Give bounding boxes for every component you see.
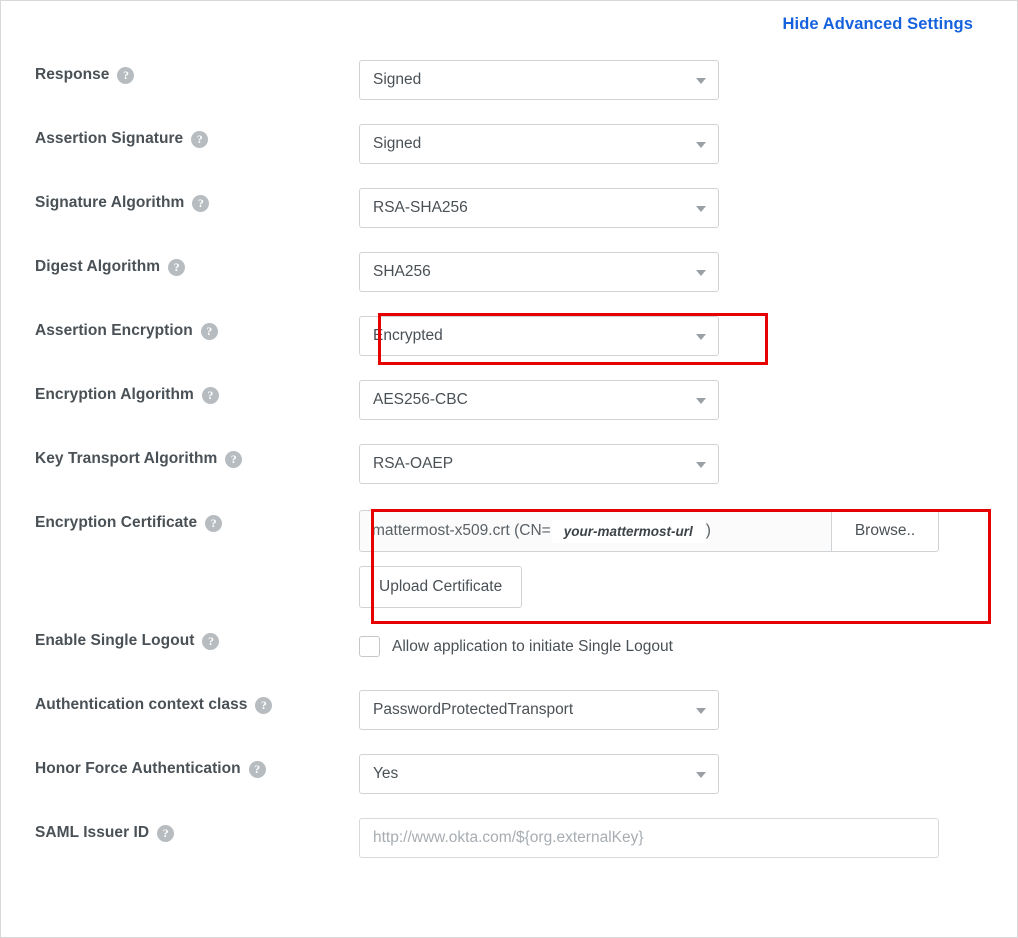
settings-form (1, 34, 1017, 872)
label-assertion-signature (1, 114, 359, 148)
label-saml-issuer-id (1, 808, 359, 842)
select-response[interactable] (359, 60, 719, 100)
chevron-down-icon (696, 270, 706, 276)
upload-certificate-button[interactable]: Upload Certificate (359, 566, 522, 608)
label-text-honor-force-authentication: Honor Force Authentication (35, 760, 241, 777)
chevron-down-icon (696, 334, 706, 340)
form-row-saml-issuer-id (1, 808, 1017, 872)
certificate-filename-suffix: ) (705, 522, 711, 539)
certificate-file-picker (359, 510, 939, 552)
form-row-digest-algorithm (1, 242, 1017, 306)
label-key-transport-algorithm (1, 434, 359, 468)
select-assertion-encryption-value: Encrypted (373, 327, 443, 344)
label-text-signature-algorithm: Signature Algorithm (35, 194, 185, 211)
select-signature-algorithm[interactable] (359, 188, 719, 228)
single-logout-checkbox-row (359, 632, 1017, 657)
label-text-response: Response (35, 66, 110, 83)
help-icon-authentication-context-class[interactable]: ? (255, 697, 272, 714)
label-encryption-algorithm (1, 370, 359, 404)
chevron-down-icon (696, 772, 706, 778)
label-text-authentication-context-class: Authentication context class (35, 696, 248, 713)
form-row-honor-force-authentication (1, 744, 1017, 808)
select-authentication-context-class-value: PasswordProtectedTransport (373, 701, 574, 718)
help-icon-key-transport-algorithm[interactable]: ? (225, 451, 242, 468)
form-row-authentication-context-class (1, 680, 1017, 744)
label-text-assertion-signature: Assertion Signature (35, 130, 184, 147)
field-digest-algorithm (359, 242, 1017, 292)
help-icon-assertion-signature[interactable]: ? (191, 131, 208, 148)
label-enable-single-logout (1, 616, 359, 650)
help-icon-signature-algorithm[interactable]: ? (192, 195, 209, 212)
select-assertion-encryption[interactable] (359, 316, 719, 356)
help-icon-encryption-algorithm[interactable]: ? (202, 387, 219, 404)
label-authentication-context-class (1, 680, 359, 714)
field-saml-issuer-id (359, 808, 1017, 858)
select-key-transport-algorithm-value: RSA-OAEP (373, 455, 454, 472)
field-signature-algorithm (359, 178, 1017, 228)
select-digest-algorithm-value: SHA256 (373, 263, 431, 280)
label-text-enable-single-logout: Enable Single Logout (35, 632, 195, 649)
select-assertion-signature-value: Signed (373, 135, 422, 152)
help-icon-enable-single-logout[interactable]: ? (202, 633, 219, 650)
label-digest-algorithm (1, 242, 359, 276)
label-honor-force-authentication (1, 744, 359, 778)
certificate-filename-display[interactable] (359, 510, 831, 552)
label-text-key-transport-algorithm: Key Transport Algorithm (35, 450, 218, 467)
field-assertion-encryption (359, 306, 1017, 356)
select-signature-algorithm-value: RSA-SHA256 (373, 199, 468, 216)
form-row-enable-single-logout (1, 616, 1017, 680)
hide-advanced-settings-link[interactable]: Hide Advanced Settings (782, 15, 973, 33)
label-signature-algorithm (1, 178, 359, 212)
select-assertion-signature[interactable] (359, 124, 719, 164)
form-row-encryption-algorithm (1, 370, 1017, 434)
single-logout-checkbox-label: Allow application to initiate Single Logout (392, 637, 673, 655)
form-row-key-transport-algorithm (1, 434, 1017, 498)
select-encryption-algorithm-value: AES256-CBC (373, 391, 468, 408)
label-text-saml-issuer-id: SAML Issuer ID (35, 824, 150, 841)
label-text-encryption-certificate: Encryption Certificate (35, 514, 198, 531)
label-response (1, 50, 359, 84)
label-encryption-certificate (1, 498, 359, 532)
form-row-response (1, 50, 1017, 114)
form-row-assertion-signature (1, 114, 1017, 178)
select-honor-force-authentication[interactable] (359, 754, 719, 794)
label-text-digest-algorithm: Digest Algorithm (35, 258, 161, 275)
certificate-redacted-host: your-mattermost-url (553, 521, 704, 542)
select-digest-algorithm[interactable] (359, 252, 719, 292)
field-response (359, 50, 1017, 100)
form-row-encryption-certificate (1, 498, 1017, 616)
field-encryption-certificate (359, 498, 1017, 608)
label-text-encryption-algorithm: Encryption Algorithm (35, 386, 194, 403)
help-icon-digest-algorithm[interactable]: ? (168, 259, 185, 276)
certificate-filename-prefix: mattermost-x509.crt (CN= (372, 522, 551, 539)
saml-issuer-id-input[interactable] (359, 818, 939, 858)
browse-button[interactable]: Browse.. (831, 510, 939, 552)
form-row-assertion-encryption (1, 306, 1017, 370)
chevron-down-icon (696, 206, 706, 212)
label-text-assertion-encryption: Assertion Encryption (35, 322, 193, 339)
label-assertion-encryption (1, 306, 359, 340)
select-key-transport-algorithm[interactable] (359, 444, 719, 484)
form-row-signature-algorithm (1, 178, 1017, 242)
chevron-down-icon (696, 398, 706, 404)
chevron-down-icon (696, 708, 706, 714)
advanced-settings-toggle-row (1, 1, 1017, 34)
help-icon-encryption-certificate[interactable]: ? (205, 515, 222, 532)
select-honor-force-authentication-value: Yes (373, 765, 399, 782)
help-icon-response[interactable]: ? (117, 67, 134, 84)
select-encryption-algorithm[interactable] (359, 380, 719, 420)
chevron-down-icon (696, 142, 706, 148)
field-authentication-context-class (359, 680, 1017, 730)
field-assertion-signature (359, 114, 1017, 164)
chevron-down-icon (696, 462, 706, 468)
help-icon-saml-issuer-id[interactable]: ? (157, 825, 174, 842)
field-encryption-algorithm (359, 370, 1017, 420)
chevron-down-icon (696, 78, 706, 84)
select-authentication-context-class[interactable] (359, 690, 719, 730)
field-honor-force-authentication (359, 744, 1017, 794)
select-response-value: Signed (373, 71, 422, 88)
help-icon-assertion-encryption[interactable]: ? (201, 323, 218, 340)
field-key-transport-algorithm (359, 434, 1017, 484)
single-logout-checkbox[interactable] (359, 636, 380, 657)
help-icon-honor-force-authentication[interactable]: ? (249, 761, 266, 778)
field-enable-single-logout (359, 616, 1017, 657)
